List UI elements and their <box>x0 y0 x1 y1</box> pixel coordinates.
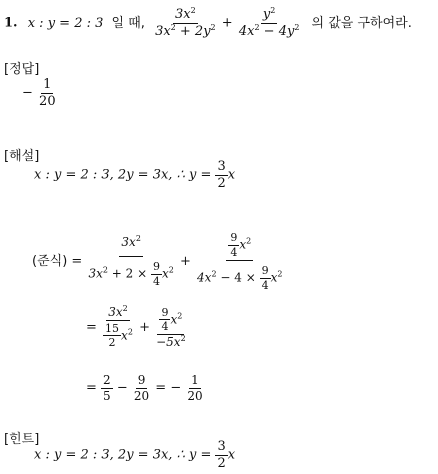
step3-fraction-1: $\frac{2}{5}$ <box>103 373 111 403</box>
problem-number: 1. <box>4 15 18 31</box>
problem-fraction-1: $\frac{3x^2}{3x^2 + 2y^2}$ <box>155 6 216 39</box>
solution-step3: = $\frac{2}{5}$ − $\frac{9}{20}$ = − $\frac{1}{20}$ <box>86 373 203 403</box>
step3-fraction-3: $\frac{1}{20}$ <box>187 373 203 403</box>
problem-statement <box>4 8 412 38</box>
hint-label: [힌트] <box>4 432 40 447</box>
answer-fraction: $\frac{1}{20}$ <box>39 77 56 109</box>
step1-fraction-1: $3x^2$ $3x^2 + 2$ × $\frac{9}{4}$ $x^2$ <box>88 233 174 288</box>
problem-ask: 의 값을 구하여라. <box>311 15 412 31</box>
answer-label: [정답] <box>4 62 40 77</box>
solution-step1: (준식) = $3x^2$ $3x^2 + 2$ × $\frac{9}{4}$ $x^2$ + $\frac{9}{4}$ $x^2$ $4x^2 - 4$ × $\frac{9}{4}$ $x^2$ <box>32 231 283 292</box>
problem-plus: + <box>221 15 233 31</box>
step2-fraction-1: $3x^2$ $\frac{15}{2}$ $x^2$ <box>105 304 133 350</box>
answer-value <box>22 78 58 108</box>
problem-condition: x : y = 2 : 3 <box>27 15 104 31</box>
problem-when: 일 때, <box>111 15 145 31</box>
given-label: (준식) <box>32 254 68 270</box>
step2-fraction-2: $\frac{9}{4}$ $x^2$ $-5x^2$ <box>156 305 186 349</box>
solution-step2: = $3x^2$ $\frac{15}{2}$ $x^2$ + $\frac{9}{4}$ $x^2$ $-5x^2$ <box>86 304 186 350</box>
step1-fraction-2: $\frac{9}{4}$ $x^2$ $4x^2 - 4$ × $\frac{9}{4}$ $x^2$ <box>197 231 283 292</box>
hint-line1: x : y = 2 : 3, 2y = 3x, ∴ y = $\frac{3}{2}$ x <box>34 439 236 471</box>
answer-sign: − <box>22 85 33 101</box>
solution-label: [해설] <box>4 149 40 164</box>
solution-line1: x : y = 2 : 3, 2y = 3x, ∴ y = $\frac{3}{2}$ x <box>34 159 236 191</box>
problem-fraction-2: $\frac{y^2}{4x^2 - 4y^2}$ <box>238 6 300 39</box>
step3-fraction-2: $\frac{9}{20}$ <box>133 373 150 403</box>
